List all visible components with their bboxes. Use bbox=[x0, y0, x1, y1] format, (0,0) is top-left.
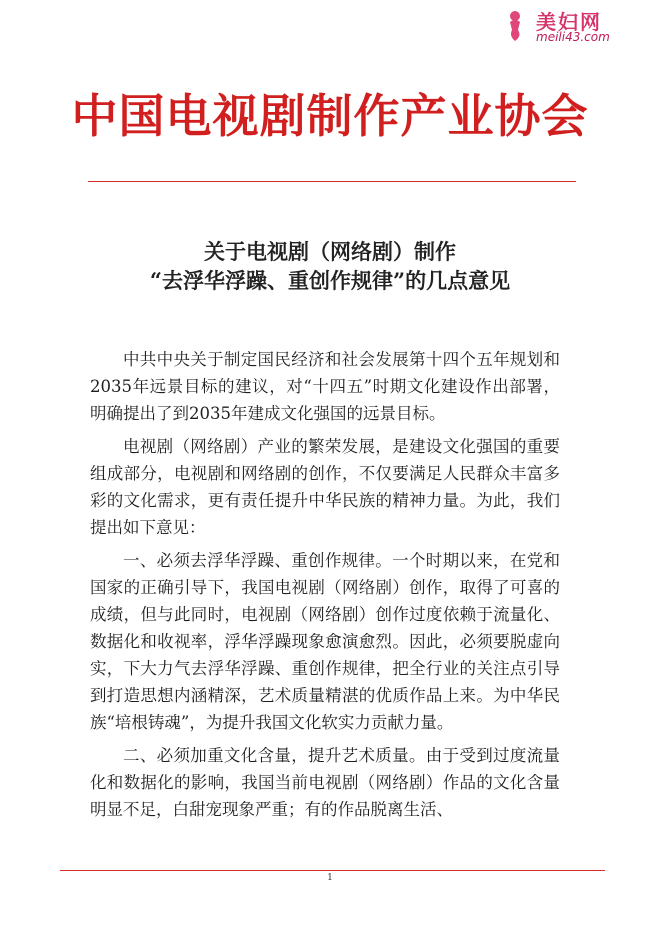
footer-divider bbox=[60, 870, 605, 871]
woman-silhouette-icon bbox=[502, 8, 528, 42]
paragraph-4: 二、必须加重文化含量，提升艺术质量。由于受到过度流量化和数据化的影响，我国当前电视剧（网络剧）作品的文化含量明显不足，白甜宠现象严重；有的作品脱离生活、 bbox=[90, 746, 560, 819]
paragraph-3: 一、必须去浮华浮躁、重创作规律。一个时期以来，在党和国家的正确引导下，我国电视剧（网络剧）创作，取得了可喜的成绩，但与此同时，电视剧（网络剧）创作过度依赖于流量化、数据化和收视率，浮华浮躁现象愈演愈烈。因此，必须要脱虚向实，下大力气去浮华浮躁、重创作规律，把全行业的关注点引导到打造思想内涵精深，艺术质量精湛的优质作品上来。为中华民族“培根铸魂”，为提升我国文化软实力贡献力量。 bbox=[90, 551, 560, 732]
organization-title: 中国电视剧制作产业协会 bbox=[71, 89, 589, 143]
document-body bbox=[90, 346, 560, 829]
paragraph-1: 中共中央关于制定国民经济和社会发展第十四个五年规划和2035年远景目标的建议，对“十四五”时期文化建设作出部署，明确提出了到2035年建成文化强国的远景目标。 bbox=[90, 350, 560, 423]
watermark-site-name: 美妇网 bbox=[536, 10, 602, 34]
page-number: 1 bbox=[327, 873, 333, 883]
paragraph-2: 电视剧（网络剧）产业的繁荣发展，是建设文化强国的重要组成部分，电视剧和网络剧的创作，不仅要满足人民群众丰富多彩的文化需求，更有责任提升中华民族的精神力量。为此，我们提出如下意见： bbox=[90, 437, 560, 537]
watermark-url: meili43.com bbox=[536, 30, 610, 44]
document-title-line2: “去浮华浮躁、重创作规律”的几点意见 bbox=[149, 268, 511, 293]
document-title-line1: 关于电视剧（网络剧）制作 bbox=[204, 239, 456, 264]
header-divider bbox=[88, 181, 576, 182]
watermark bbox=[502, 6, 642, 46]
